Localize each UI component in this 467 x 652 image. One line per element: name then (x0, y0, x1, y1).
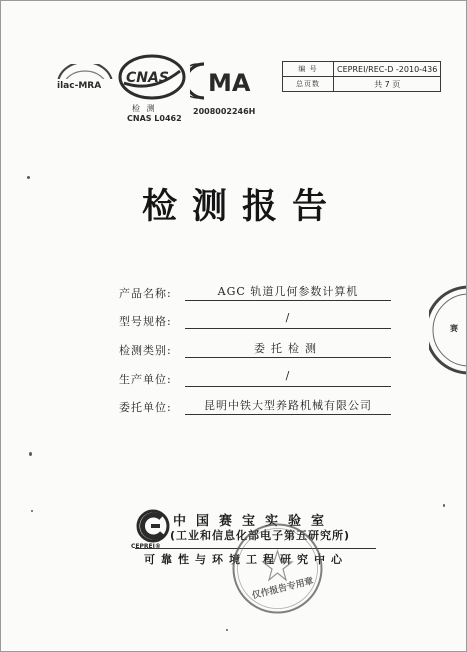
cnas-code: CNAS L0462 (127, 114, 182, 123)
field-client (119, 397, 391, 419)
field-manufacturer (119, 369, 391, 391)
cnas-testing-label: 检 测 (132, 104, 157, 113)
field-label: 产品名称: (119, 287, 172, 300)
scan-speck (226, 629, 228, 631)
issuer-name: 中国赛宝实验室 (173, 514, 335, 529)
field-model-spec (119, 311, 391, 333)
field-value: AGC 轨道几何参数计算机 (185, 283, 391, 301)
official-seal (230, 521, 325, 616)
field-test-category (119, 340, 391, 362)
seal-label: 仅作报告专用章 (251, 576, 315, 602)
svg-text:MA: MA (208, 69, 251, 97)
scan-speck (31, 510, 33, 512)
scan-speck (29, 452, 32, 456)
total-pages-value: 共 7 页 (334, 77, 441, 92)
cma-logo (190, 61, 256, 101)
field-label: 型号规格: (119, 315, 172, 328)
field-label: 生产单位: (119, 373, 172, 386)
field-value: / (185, 311, 391, 329)
cma-code: 2008002246H (193, 107, 256, 116)
svg-text:ilac-MRA: ilac-MRA (57, 81, 102, 91)
field-label: 委托单位: (119, 401, 172, 414)
cnas-logo (118, 53, 186, 101)
ceprei-logo-label: CEPREI® (131, 543, 161, 550)
issuer-center: 可靠性与环境工程研究中心 (144, 553, 348, 566)
scan-speck (443, 504, 445, 507)
total-pages-label: 总页数 (283, 77, 334, 92)
report-number-label: 编 号 (283, 62, 334, 77)
field-value: / (185, 369, 391, 387)
report-number-table (282, 61, 441, 92)
field-product-name (119, 283, 391, 305)
ceprei-logo (136, 509, 170, 543)
ilac-mra-logo (54, 64, 116, 96)
issuer-subtitle: (工业和信息化部电子第五研究所) (170, 529, 351, 542)
svg-text:CNAS: CNAS (126, 70, 169, 86)
partial-seal-text: 赛 (450, 324, 458, 333)
page-title: 检测报告 (141, 187, 342, 227)
field-value: 委托检测 (185, 340, 391, 358)
partial-seal-edge (429, 285, 467, 375)
field-value: 昆明中铁大型养路机械有限公司 (185, 397, 391, 415)
scan-speck (27, 176, 30, 179)
field-label: 检测类别: (119, 344, 172, 357)
report-number-value: CEPREI/REC-D -2010-436 (334, 62, 441, 77)
